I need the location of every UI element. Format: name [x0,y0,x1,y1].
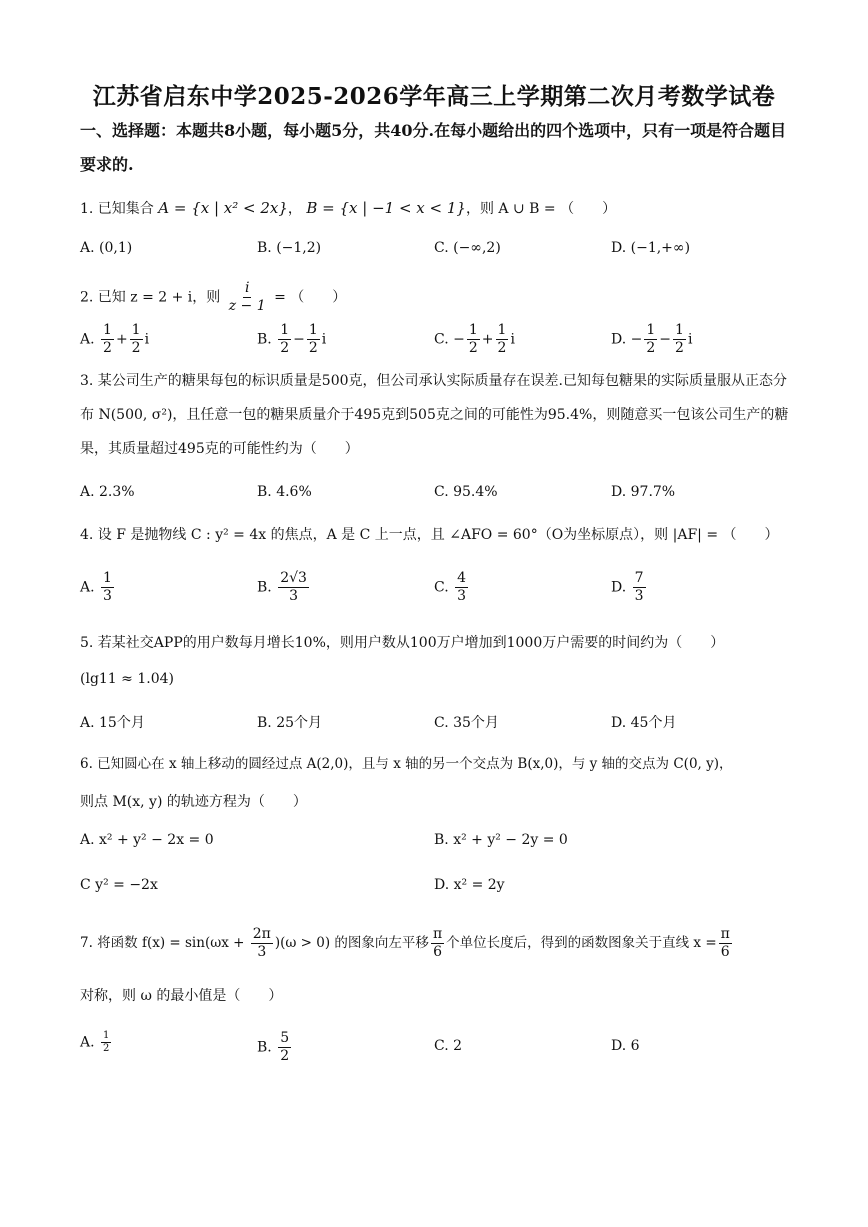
question-3-option-c: C. 95.4% [434,484,498,500]
question-2-option-c: C. − $\frac{1}{2}$ + $\frac{1}{2}$ i [434,322,515,356]
question-2-fraction: $\frac{i}{z - 1}$ [228,280,266,314]
question-2-option-d: D. − $\frac{1}{2}$ − $\frac{1}{2}$ i [611,322,693,356]
question-1-option-c: C. (−∞,2) [434,240,501,256]
question-3-option-a: A. 2.3% [80,484,135,500]
question-4-stem: 4. 设 F 是抛物线 C : y² = 4x 的焦点，A 是 C 上一点，且 ∠AFO = 60°（O为坐标原点），则 |AF| = （ ） [80,527,779,543]
question-7-option-a: A. $\frac{1}{2}$ [80,1030,110,1054]
question-3-option-d: D. 97.7% [611,484,676,500]
question-4-option-c: C. $\frac{4}{3}$ [434,570,467,604]
question-5-option-c: C. 35个月 [434,715,499,731]
question-7-option-c: C. 2 [434,1038,463,1054]
question-1-option-a: A. (0,1) [80,240,133,256]
question-4-option-d: D. $\frac{7}{3}$ [611,570,644,604]
question-7-option-b: B. $\frac{5}{2}$ [257,1030,290,1064]
question-5-option-d: D. 45个月 [611,715,677,731]
question-5-note: (lg11 ≈ 1.04) [80,671,174,687]
question-7-option-d: D. 6 [611,1038,640,1054]
question-6-stem: 6. 已知圆心在 x 轴上移动的圆经过点 A(2,0)，且与 x 轴的另一个交点为 B(x,0)，与 y 轴的交点为 C(0, y)， [80,756,733,772]
question-3-option-b: B. 4.6% [257,484,312,500]
question-1-option-d: D. (−1,+∞) [611,240,691,256]
question-6-option-a: A. x² + y² − 2x = 0 [80,832,214,848]
section-heading: 一、选择题：本题共8小题，每小题5分，共40分.在每小题给出的四个选项中，只有一项是符合题目要求的. [80,121,787,174]
question-7-stem-2: 对称，则 ω 的最小值是（ ） [80,988,283,1004]
exam-title: 江苏省启东中学2025-2026学年高三上学期第二次月考数学试卷 [92,83,776,110]
question-6-option-d: D. x² = 2y [434,877,505,893]
question-2-option-a: A. $\frac{1}{2}$ + $\frac{1}{2}$ i [80,322,150,356]
question-5-option-b: B. 25个月 [257,715,323,731]
question-1-stem: 1. 已知集合 A = {x | x² < 2x}， B = {x | −1 < x < 1}，则 A ∪ B = （ ） [80,199,617,217]
question-1-option-b: B. (−1,2) [257,240,322,256]
question-5-option-a: A. 15个月 [80,715,145,731]
question-4-option-b: B. $\frac{2√3}{3}$ [257,570,307,604]
question-6-stem-2: 则点 M(x, y) 的轨迹方程为（ ） [80,794,307,810]
question-6-option-b: B. x² + y² − 2y = 0 [434,832,568,848]
question-4-option-a: A. $\frac{1}{3}$ [80,570,112,604]
question-3-stem: 3. 某公司生产的糖果每包的标识质量是500克，但公司承认实际质量存在误差.已知每包糖果的实际质量服从正态分布 N(500, σ²)，且任意一包的糖果质量介于495克到505克之间的可能性为95.4%，则随意买一包该公司生产的糖果，其质量超过495克的可能性约为（ ） [80,373,789,457]
question-2-stem: 2. 已知 z = 2 + i，则 $\frac{i}{z - 1}$ = （ ） [80,280,347,314]
question-6-option-c: C y² = −2x [80,877,158,893]
question-2-option-b: B. $\frac{1}{2}$ − $\frac{1}{2}$ i [257,322,327,356]
question-7-stem: 7. 将函数 f(x) = sin(ωx + $\frac{2\pi}{3}$ )(ω > 0) 的图象向左平移 $\frac{\pi}{6}$ 个单位长度后，得到的函数图象关于直线 x = $\frac{\pi}{6}$ [80,926,730,960]
question-5-stem: 5. 若某社交APP的用户数每月增长10%，则用户数从100万户增加到1000万户需要的时间约为（ ） [80,635,725,651]
